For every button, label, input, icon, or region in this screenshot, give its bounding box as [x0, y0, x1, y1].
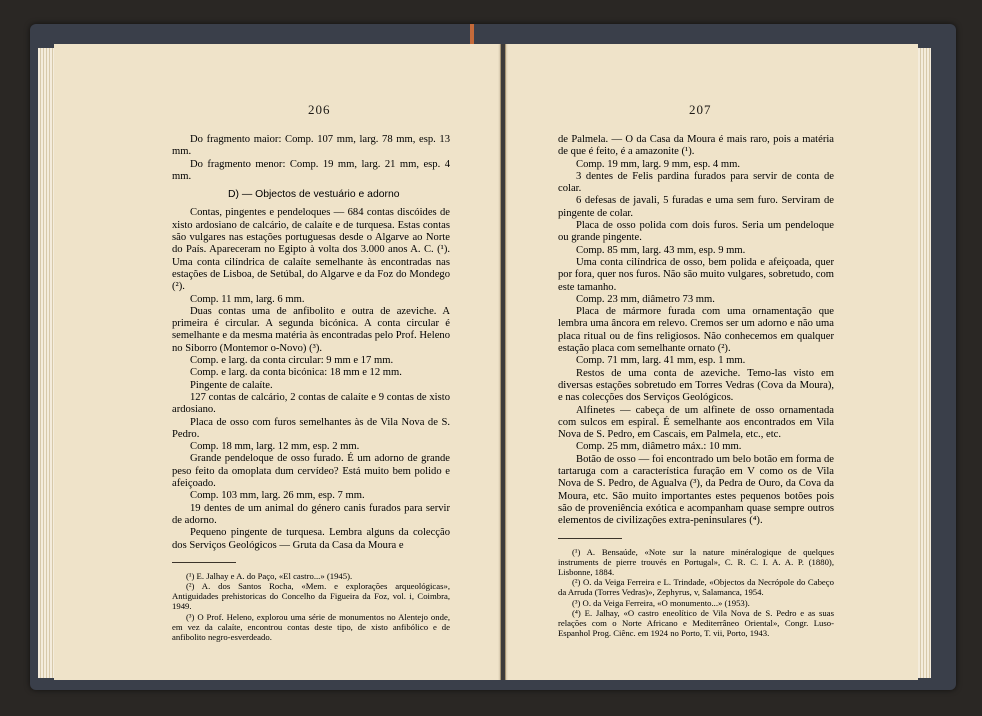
- footnote: (³) O. da Veiga Ferreira, «O monumento...» (1953).: [572, 597, 750, 608]
- paragraph: Duas contas uma de anfibolito e outra de azeviche. A primeira é circular. A segunda bicónica. A conta circular é semelhante e da mesma matéria às encontradas pelo Prof. Heleno no Siborro (Montemor o-Novo) (³).: [172, 305, 450, 354]
- paragraph: Comp. 19 mm, larg. 9 mm, esp. 4 mm.: [576, 158, 741, 170]
- paragraph: Comp. 71 mm, larg. 41 mm, esp. 1 mm.: [576, 355, 746, 367]
- paragraph: Grande pendeloque de osso furado. É um adorno de grande peso feito da omoplata dum cervídeo? Está muito bem polido e afeiçoado.: [172, 453, 450, 490]
- paragraph: Do fragmento menor: Comp. 19 mm, larg. 21 mm, esp. 4 mm.: [172, 158, 450, 182]
- footnotes-left: [172, 571, 450, 642]
- paragraph: Contas, pingentes e pendeloques — 684 contas discóides de xisto ardosiano de calcário, de calaíte e de turquesa. Estas contas são vulgares nas estações portuguesas desde o Algarve ao Norte do País. Apareceram no Egipto à volta dos 3.000 anos A. C. (¹). Uma conta cilíndrica de calaíte semelhante às encontradas nas estações de Lisboa, de Setúbal, do Algarve e da Foz do Mondego (²).: [172, 207, 450, 293]
- paragraph: Do fragmento maior: Comp. 107 mm, larg. 78 mm, esp. 13 mm.: [172, 134, 450, 158]
- paragraph: Comp. 25 mm, diâmetro máx.: 10 mm.: [576, 441, 742, 453]
- paragraph: Comp. 23 mm, diâmetro 73 mm.: [576, 293, 715, 305]
- paragraph: Comp. e larg. da conta bicónica: 18 mm e 12 mm.: [190, 367, 402, 379]
- paragraph: Comp. 103 mm, larg. 26 mm, esp. 7 mm.: [190, 490, 365, 502]
- paragraph: 6 defesas de javali, 5 furadas e uma sem furo. Serviram de pingente de colar.: [558, 195, 834, 219]
- left-body-text: [172, 134, 450, 642]
- footnotes-right: [558, 547, 834, 639]
- paragraph: Alfinetes — cabeça de um alfinete de osso ornamentada com sulcos em espiral. É semelhante aos encontrados em Vila Nova de S. Pedro, em Cascais, em Palmela, etc., etc.: [558, 404, 834, 441]
- page-edges-left: [38, 48, 54, 678]
- paragraph: de Palmela. — O da Casa da Moura é mais raro, pois a matéria de que é feito, é a amazonite (¹).: [558, 134, 834, 158]
- paragraph: Restos de uma conta de azeviche. Temo-las visto em diversas estações sobretudo em Torres Vedras (Cova da Moura), e nas colecções dos Serviços Geológicos.: [558, 367, 834, 404]
- page-number-left: 206: [308, 102, 331, 117]
- paragraph: Uma conta cilíndrica de osso, bem polida e afeiçoada, quer por fora, quer nos furos. Não são muito vulgares, sobretudo, com este tamanho.: [558, 256, 834, 293]
- footnote: (²) A. dos Santos Rocha, «Mem. e explorações arqueológicas», Antiguidades prehistoricas do Concelho da Figueira da Foz, vol. i, Coimbra, 1949.: [172, 581, 450, 612]
- right-body-text: [558, 134, 834, 638]
- footnote: (¹) A. Bensaúde, «Note sur la nature minéralogique de quelques instruments de pierre trouvés en Portugal», C. R. C. I. A. A. P. (1880), Lisbonne, 1884.: [558, 546, 834, 577]
- paragraph: Placa de osso com furos semelhantes às de Vila Nova de S. Pedro.: [172, 416, 450, 440]
- footnote-rule: [172, 562, 236, 563]
- paragraph: Comp. 11 mm, larg. 6 mm.: [190, 293, 305, 305]
- paragraph: Placa de mármore furada com uma ornamentação que lembra uma âncora em relevo. Cremos ser um adorno e não uma placa ritual ou de fins religiosos. Não conhecemos em qualquer estação placa com semelhante ornato (²).: [558, 306, 834, 355]
- section-heading: D) — Objectos de vestuário e adorno: [228, 189, 400, 201]
- paragraph: 127 contas de calcário, 2 contas de calaíte e 9 contas de xisto ardosiano.: [172, 391, 450, 416]
- paragraph: Pequeno pingente de turquesa. Lembra alguns da colecção dos Serviços Geológicos — Gruta da Casa da Moura e: [172, 527, 450, 551]
- paragraph: Pingente de calaíte.: [190, 379, 273, 391]
- paragraph: Comp. 18 mm, larg. 12 mm, esp. 2 mm.: [190, 441, 360, 453]
- footnote: (¹) E. Jalhay e A. do Paço, «El castro...» (1945).: [186, 570, 353, 581]
- footnote: (²) O. da Veiga Ferreira e L. Trindade, «Objectos da Necrópole do Cabeço da Arruda (Torres Vedras)», Zephyrus, v, Salamanca, 1954.: [558, 577, 834, 598]
- footnote-rule: [558, 538, 622, 539]
- page-number-right: 207: [689, 102, 712, 117]
- paragraph: Comp. e larg. da conta circular: 9 mm e 17 mm.: [190, 355, 394, 367]
- paragraph: 19 dentes de um animal do género canis furados para servir de adorno.: [172, 502, 450, 526]
- footnote: (⁴) E. Jalhay, «O castro eneolítico de Vila Nova de S. Pedro e as suas relações com o Norte Africano e Mediterrâneo Oriental», Congr. Luso-Espanhol Prog. Ciênc. em 1924 no Porto, T. vii, Porto, 1943.: [558, 607, 834, 639]
- page-edges-right: [917, 48, 931, 678]
- book-gutter: [498, 44, 508, 680]
- footnote: (³) O Prof. Heleno, explorou uma série de monumentos no Alentejo onde, em vez da calaíte, encontrou contas deste tipo, de xisto anfibólico e de anfibolito negro-esverdeado.: [172, 611, 450, 643]
- paragraph: Botão de osso — foi encontrado um belo botão em forma de tartaruga com a característica furação em V como os de Vila Nova de S. Pedro, de Agualva (³), da Pedra de Ouro, da Cova da Moura, etc. São muito importantes estes pequenos botões pois são de proveniência exótica e acompanham quase sempre outros elementos de civilizações extra-peninsulares (⁴).: [558, 453, 834, 527]
- spine-band: [470, 24, 474, 44]
- paragraph: Comp. 85 mm, larg. 43 mm, esp. 9 mm.: [576, 244, 746, 256]
- paragraph: Placa de osso polida com dois furos. Seria um pendeloque ou grande pingente.: [558, 220, 834, 244]
- paragraph: 3 dentes de Felis pardina furados para servir de conta de colar.: [558, 170, 834, 195]
